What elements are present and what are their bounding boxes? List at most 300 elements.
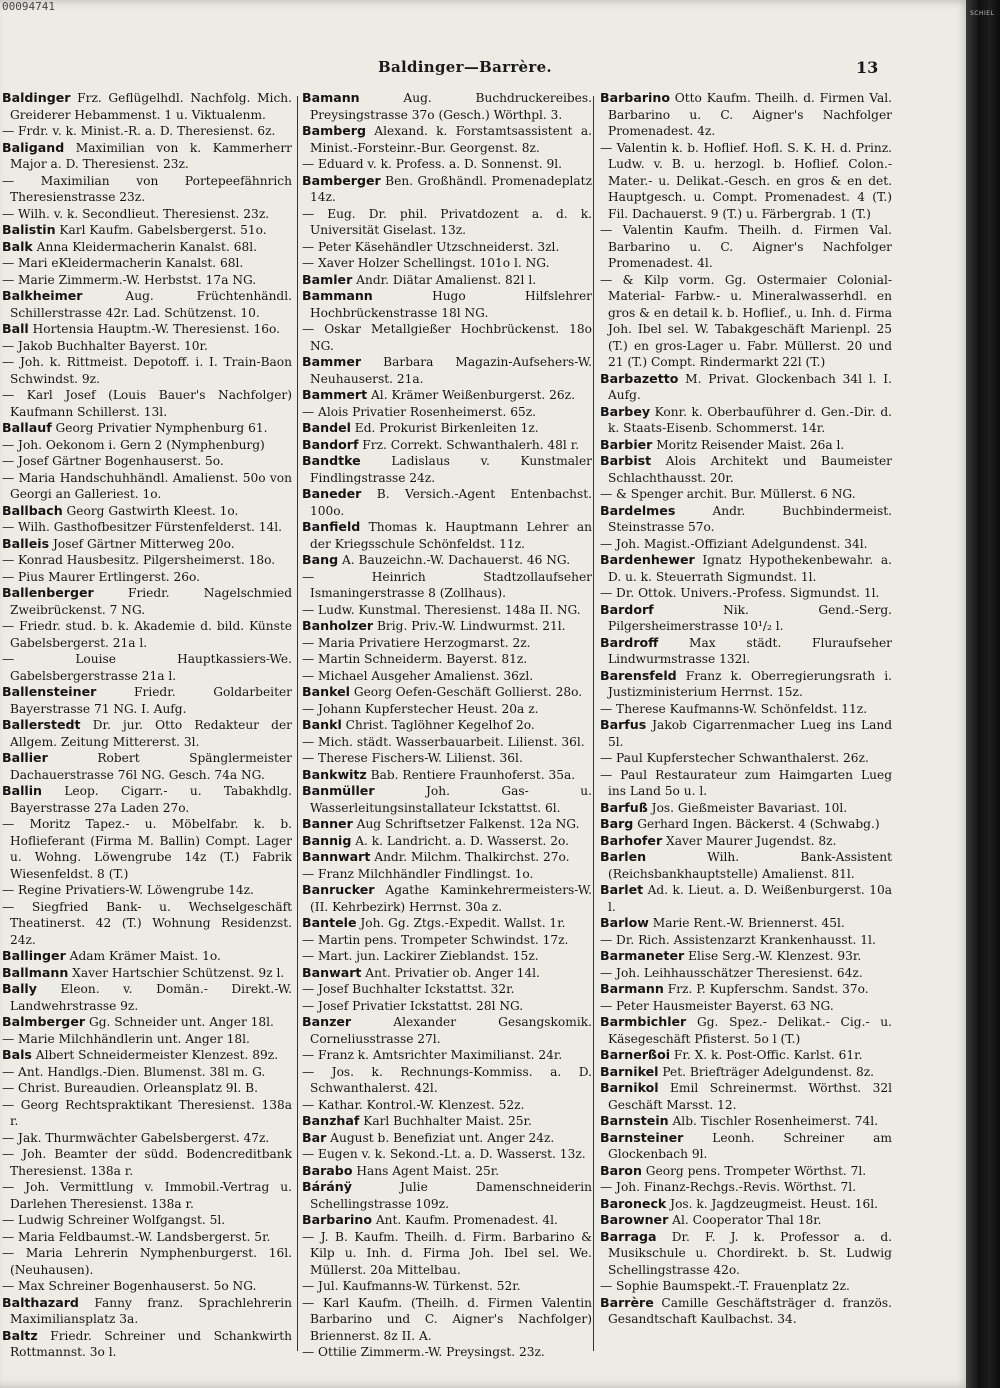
directory-entry [2,585,292,618]
entry-text: — Heinrich Stadtzollaufseher Ismaningerstrasse 8 (Zollhaus). [302,569,592,600]
entry-text: Ant. Kaufm. Promenadest. 4l. [371,1213,558,1227]
entry-text: — Johann Kupferstecher Heust. 20a z. [302,701,539,716]
directory-entry [302,816,592,833]
entry-surname: Barlen [600,849,647,864]
entry-text: — Maria Privatiere Herzogmarst. 2z. [302,635,531,650]
directory-entry [302,1278,592,1295]
entry-text: — Martin pens. Trompeter Schwindst. 17z. [302,932,569,947]
entry-surname: Ballensteiner [2,684,97,699]
directory-entry [302,750,592,767]
entry-text: — Regine Privatiers-W. Löwengrube 14z. [2,883,254,897]
entry-text: — Joh. Oekonom i. Gern 2 (Nymphenburg) [2,437,265,452]
directory-entry [302,519,592,552]
entry-text: Gerhard Ingen. Bäckerst. 4 (Schwabg.) [633,817,880,831]
entry-surname: Bang [302,552,339,567]
entry-text: Emil Schreinermst. Wörthst. 32l Geschäft Marsst. 12. [608,1081,892,1112]
entry-text: Otto Kaufm. Theilh. d. Firmen Val. Barbarino u. C. Aigner's Nachfolger Promenadest. 4z. [608,91,892,138]
directory-entry [302,668,592,685]
directory-entry [302,420,592,437]
entry-surname: Ballin [2,783,43,798]
directory-entry [2,173,292,206]
entry-surname: Barbey [600,403,651,419]
directory-entry [600,1080,892,1113]
directory-entry [302,437,592,454]
entry-text: — Michael Ausgeher Amalienst. 36zl. [302,668,534,683]
entry-text: Friedr. Nagelschmied Zweibrückenst. 7 NG. [10,586,292,617]
entry-text: — Pius Maurer Ertlingerst. 26o. [2,569,200,584]
entry-surname: Barmann [600,981,664,996]
directory-entry [302,569,592,602]
directory-entry [600,140,892,223]
entry-text: — Jakob Buchhalter Bayerst. 10r. [2,338,208,353]
entry-text: — Jos. k. Rechnungs-Kommiss. a. D. Schwanthalerst. 42l. [302,1064,592,1095]
entry-text: — Jul. Kaufmanns-W. Türkenst. 52r. [302,1279,521,1293]
directory-entry [600,222,892,272]
entry-surname: Ballbach [2,502,63,518]
entry-surname: Banrucker [302,882,375,897]
entry-text: Pet. Briefträger Adelgundenst. 8z. [658,1064,875,1079]
entry-surname: Barhofer [600,832,663,848]
directory-entry [2,618,292,651]
entry-text: Hugo Hilfslehrer Hochbrückenstrasse 18l NG. [310,289,592,320]
entry-surname: Barensfeld [600,667,677,683]
entry-surname: Banzhaf [302,1113,360,1128]
entry-surname: Barrère [600,1294,654,1310]
entry-text: — Jak. Thurmwächter Gabelsbergerst. 47z. [2,1130,270,1145]
directory-entry [600,1047,892,1064]
entry-text: — J. B. Kaufm. Theilh. d. Firm. Barbarino & Kilp u. Inh. d. Firma Joh. Ibel sel. We. Müllerst. 20a Mittelbau. [302,1229,592,1277]
directory-entry [302,866,592,883]
directory-entry [600,750,892,767]
directory-entry [2,239,292,256]
directory-entry [600,1196,892,1213]
entry-surname: Balkheimer [2,288,83,303]
directory-entry [600,635,892,668]
entry-surname: Banmüller [302,783,375,798]
entry-text: — Moritz Tapez.- u. Möbelfabr. k. b. Hoflieferant (Firma M. Ballin) Compt. Lager u. Wohng. Löwengrube 14z (T.) Fabrik Wiesenfeldst. 8 (T.) [2,817,292,881]
entry-surname: Barraga [600,1228,657,1244]
entry-text: — Valentin k. b. Hoflief. Hofl. S. K. H. d. Prinz. Ludw. v. B. u. herzogl. b. Hoflief. Colon.-Mater.- u. Delikat.-Gesch. en gros & en det. Hauptgesch. u. Compt. Promenadest. 4 (T.) Fil. Dachauerst. 9 (T.) u. Färbergrab. 1 (T.) [600,140,892,221]
entry-surname: Bammann [302,288,373,303]
entry-text: — Joh. Leihhausschätzer Theresienst. 64z. [600,965,863,980]
entry-surname: Banholzer [302,618,374,633]
entry-text: Karl Kaufm. Gabelsbergerst. 51o. [55,223,267,237]
entry-surname: Bardroff [600,634,659,650]
entry-surname: Bally [2,981,37,996]
entry-text: Dr. F. J. k. Professor a. d. Musikschule u. Chordirekt. b. St. Ludwig Schellingstrasse 42o. [608,1229,892,1277]
column-1 [2,90,292,1360]
entry-text: — Joh. Magist.-Offiziant Adelgundenst. 34l. [600,536,868,551]
entry-surname: Bandtke [302,453,361,468]
directory-entry [2,783,292,816]
entry-text: Brig. Priv.-W. Lindwurmst. 21l. [373,619,566,633]
directory-entry [302,981,592,998]
directory-entry [2,140,292,173]
directory-entry [302,882,592,915]
directory-entry [2,1212,292,1229]
entry-text: Xaver Maurer Jugendst. 8z. [662,833,837,848]
entry-text: Al. Krämer Weißenburgerst. 26z. [367,388,575,402]
entry-text: Friedr. Goldarbeiter Bayerstrasse 71 NG. I. Aufg. [10,685,292,716]
directory-entry [302,602,592,619]
entry-surname: Bamberg [302,123,367,138]
entry-surname: Ball [2,321,29,336]
directory-entry [2,206,292,223]
entry-text: — Joh. k. Rittmeist. Depotoff. i. I. Train-Baon Schwindst. 9z. [2,355,292,386]
entry-text: Thomas k. Hauptmann Lehrer an der Kriegsschule Schönfeldst. 11z. [310,520,592,551]
directory-entry [302,1113,592,1130]
entry-text: Andr. Diätar Amalienst. 82l l. [352,272,537,287]
directory-entry [302,701,592,718]
directory-entry [2,1047,292,1064]
entry-text: Christ. Taglöhner Kegelhof 2o. [341,718,535,732]
entry-text: Ignatz Hypothekenbewahr. a. D. u. k. Steuerrath Sigmundst. 1l. [608,553,892,584]
scan-id: 00094741 [2,0,55,13]
entry-text: — Paul Restaurateur zum Haimgarten Lueg ins Land 5o u. l. [600,767,892,798]
page-header [0,58,972,80]
directory-entry [2,536,292,553]
directory-entry [302,1179,592,1212]
entry-text: A. k. Landricht. a. D. Wasserst. 2o. [351,833,570,848]
directory-entry [302,206,592,239]
entry-surname: Baligand [2,139,65,155]
directory-entry [302,998,592,1015]
entry-surname: Ballenberger [2,585,94,600]
directory-entry [302,783,592,816]
directory-entry [302,1047,592,1064]
entry-surname: Baldinger [2,90,71,105]
entry-surname: Barmaneter [600,948,685,963]
entry-surname: Barnerßoi [600,1047,671,1062]
entry-text: — Siegfried Bank- u. Wechselgeschäft Theatinerst. 42 (T.) Wohnung Residenzst. 24z. [2,899,292,947]
entry-text: Aug Schriftsetzer Falkenst. 12a NG. [352,817,580,831]
entry-text: — Valentin Kaufm. Theilh. d. Firmen Val. Barbarino u. C. Aigner's Nachfolger Promenadest. 4l. [600,223,892,270]
entry-text: — & Kilp vorm. Gg. Ostermaier Colonial-Material- Farbw.- u. Mineralwasserhdl. en gros & en detail k. b. Hoflief., u. Inh. d. Firma Joh. Ibel sel. W. Tabakgeschäft Marienpl. 25 (T.) en gros-Lager u. Fabr. Müllerst. 20 und 21 (T.) Compt. Rindermarkt 22l (T.) [600,272,892,369]
directory-entry [302,173,592,206]
entry-text: Franz k. Oberregierungsrath i. Justizministerium Herrnst. 15z. [608,668,892,699]
directory-entry [302,651,592,668]
entry-surname: Bamann [302,90,360,105]
entry-text: Aug. Buchdruckereibes. Preysingstrasse 37o (Gesch.) Wörthpl. 3. [310,91,592,122]
directory-entry [302,288,592,321]
directory-entry [600,1130,892,1163]
entry-text: Alexander Gesangskomik. Corneliusstrasse 27l. [310,1015,592,1046]
entry-text: Georg Gastwirth Kleest. 1o. [62,503,239,518]
entry-surname: Barnikol [600,1080,659,1095]
directory-entry [302,618,592,635]
entry-surname: Bandel [302,420,351,435]
directory-entry [302,1344,592,1360]
entry-surname: Barnstein [600,1113,669,1128]
entry-text: Dr. jur. Otto Redakteur der Allgem. Zeitung Mittererst. 3l. [10,718,292,749]
entry-surname: Baneder [302,486,362,501]
directory-entry [302,767,592,784]
entry-text: — Maria Lehrerin Nymphenburgerst. 16l. (Neuhausen). [2,1246,292,1277]
page-number: 13 [856,58,879,77]
entry-text: August b. Benefiziat unt. Anger 24z. [326,1130,555,1145]
entry-text: — Paul Kupferstecher Schwanthalerst. 26z. [600,751,869,765]
directory-entry [2,503,292,520]
entry-text: Gg. Schneider unt. Anger 18l. [85,1015,274,1029]
directory-entry [302,123,592,156]
entry-text: Ben. Großhändl. Promenadeplatz 14z. [310,173,592,204]
entry-surname: Bar [302,1129,327,1145]
directory-entry [600,882,892,915]
directory-entry [2,387,292,420]
entry-surname: Barnikel [600,1063,659,1079]
edge-label: SCHIEL [970,10,995,17]
directory-entry [2,1295,292,1328]
directory-entry [600,1014,892,1047]
entry-surname: Bannig [302,832,352,848]
directory-entry [600,932,892,949]
entry-surname: Ballinger [2,948,66,963]
directory-entry [600,981,892,998]
entry-surname: Barbarino [600,90,670,105]
directory-entry [2,981,292,1014]
directory-entry [302,1146,592,1163]
entry-text: Ladislaus v. Kunstmaler Findlingstrasse 24z. [310,454,592,485]
directory-entry [2,90,292,123]
directory-entry [600,1278,892,1295]
entry-text: — Martin Schneiderm. Bayerst. 81z. [302,652,528,666]
entry-surname: Baltz [2,1327,38,1343]
directory-entry [600,1113,892,1130]
directory-entry [600,668,892,701]
entry-text: A. Bauzeichn.-W. Dachauerst. 46 NG. [338,553,571,567]
directory-entry [2,453,292,470]
directory-entry [2,255,292,272]
entry-surname: Bankwitz [302,766,367,782]
entry-text: — Franz Milchhändler Findlingst. 1o. [302,866,534,881]
directory-entry [302,1130,592,1147]
directory-entry [600,1179,892,1196]
entry-surname: Ballier [2,750,48,765]
entry-surname: Báránÿ [302,1179,352,1194]
directory-entry [600,849,892,882]
entry-text: Alexand. k. Forstamtsassistent a. Minist.-Forsteinr.-Bur. Georgenst. 8z. [310,124,592,155]
entry-text: — Dr. Rich. Assistenzarzt Krankenhausst. 1l. [600,932,876,947]
entry-text: Andr. Milchm. Thalkirchst. 27o. [370,850,570,864]
directory-entry [600,767,892,800]
entry-text: Georg Oefen-Geschäft Gollierst. 28o. [349,685,583,699]
directory-entry [2,684,292,717]
directory-entry [600,1229,892,1279]
directory-entry [2,552,292,569]
directory-entry [600,800,892,817]
entry-surname: Bals [2,1047,32,1062]
entry-surname: Barfuß [600,799,648,815]
entry-text: — Oskar Metallgießer Hochbrückenst. 18o NG. [302,322,592,353]
entry-text: Xaver Hartschier Schützenst. 9z l. [68,965,285,980]
entry-text: — Eug. Dr. phil. Privatdozent a. d. k. Universität Giselast. 13z. [302,206,592,237]
entry-text: Nik. Gend.-Serg. Pilgersheimerstrasse 10¹/₂ l. [608,602,892,633]
entry-surname: Barmbichler [600,1014,687,1029]
entry-text: Fanny franz. Sprachlehrerin Maximiliansplatz 3a. [10,1295,292,1326]
entry-text: Moritz Reisender Maist. 26a l. [652,437,845,452]
directory-entry [302,833,592,850]
directory-entry [2,1064,292,1081]
directory-entry [2,420,292,437]
entry-surname: Ballmann [2,964,69,980]
entry-text: Georg pens. Trompeter Wörthst. 7l. [641,1163,867,1178]
entry-text: — Friedr. stud. b. k. Akademie d. bild. Künste Gabelsbergerst. 21a l. [2,619,292,650]
entry-text: Alb. Tischler Rosenheimerst. 74l. [668,1114,879,1128]
entry-text: Georg Privatier Nymphenburg 61. [51,421,268,435]
directory-entry [600,717,892,750]
directory-entry [600,816,892,833]
entry-text: Josef Gärtner Mitterweg 20o. [49,536,235,551]
entry-text: — Joh. Vermittlung v. Immobil.-Vertrag u. Darlehen Theresienst. 138a r. [2,1180,292,1211]
entry-surname: Barfus [600,717,647,732]
entry-surname: Balistin [2,222,56,237]
entry-text: Frz. P. Kupferschm. Sandst. 37o. [663,982,869,996]
directory-entry [600,965,892,982]
directory-entry [2,338,292,355]
directory-entry [2,123,292,140]
entry-text: Eleon. v. Domän.- Direkt.-W. Landwehrstrasse 9z. [10,982,292,1013]
entry-text: Elise Serg.-W. Klenzest. 93r. [684,949,862,963]
directory-entry [2,717,292,750]
directory-entry [2,1130,292,1147]
directory-entry [2,750,292,783]
entry-text: Julie Damenschneiderin Schellingstrasse 109z. [310,1180,592,1211]
directory-entry [302,734,592,751]
entry-surname: Bamler [302,271,353,287]
entry-text: — Sophie Baumspekt.-T. Frauenplatz 2z. [600,1279,850,1293]
entry-surname: Bardorf [600,601,654,617]
directory-entry [302,1064,592,1097]
directory-entry [2,222,292,239]
entry-text: — Ludwig Schreiner Wolfgangst. 5l. [2,1213,226,1227]
entry-text: — Frdr. v. k. Minist.-R. a. D. Theresienst. 6z. [2,124,276,138]
entry-surname: Barbist [600,453,652,468]
directory-entry [2,1328,292,1361]
directory-entry [302,272,592,289]
entry-surname: Balk [2,238,33,254]
directory-entry [600,833,892,850]
entry-text: Wilh. Bank-Assistent (Reichsbankhauptstelle) Amalienst. 81l. [608,850,892,881]
entry-text: — Max Schreiner Bogenhauserst. 5o NG. [2,1279,257,1293]
directory-entry [2,1146,292,1179]
entry-text: Ad. k. Lieut. a. D. Weißenburgerst. 10a l. [608,883,892,914]
directory-entry [302,684,592,701]
entry-text: — Georg Rechtspraktikant Theresienst. 138a r. [2,1097,292,1128]
column-divider [297,96,298,1351]
entry-text: — Ant. Handlgs.-Dien. Blumenst. 38l m. G. [2,1064,266,1079]
entry-text: — & Spenger archit. Bur. Müllerst. 6 NG. [600,487,856,501]
entry-surname: Balleis [2,535,50,551]
directory-entry [302,932,592,949]
entry-text: — Mari eKleidermacherin Kanalst. 68l. [2,256,244,270]
entry-text: Hortensia Hauptm.-W. Theresienst. 16o. [28,322,280,336]
entry-text: Jakob Cigarrenmacher Lueg ins Land 5l. [608,718,892,749]
directory-entry [2,321,292,338]
directory-entry [302,90,592,123]
entry-text: Jos. Gießmeister Bavariast. 10l. [647,800,848,815]
entry-text: — Josef Privatier Ickstattst. 28l NG. [302,998,524,1013]
directory-entry [600,585,892,602]
directory-entry [302,1097,592,1114]
entry-text: Maximilian von k. Kammerherr Major a. D. Theresienst. 23z. [10,140,292,171]
entry-text: Jos. k. Jagdzeugmeist. Heust. 16l. [666,1196,879,1211]
entry-surname: Bantele [302,915,357,930]
entry-text: Barbara Magazin-Aufsehers-W. Neuhauserst. 21a. [310,355,592,386]
entry-text: — Xaver Holzer Schellingst. 101o l. NG. [302,256,550,270]
directory-entry [600,701,892,718]
entry-text: Aug. Früchtenhändl. Schillerstrasse 42r. Lad. Schützenst. 10. [10,289,292,320]
directory-entry [600,272,892,371]
entry-surname: Bammert [302,387,368,402]
page-title: Baldinger—Barrère. [378,58,552,76]
directory-entry [302,321,592,354]
directory-entry [2,519,292,536]
directory-entry [302,387,592,404]
entry-surname: Bamberger [302,172,381,188]
entry-surname: Barlow [600,915,649,930]
entry-text: Max städt. Fluraufseher Lindwurmstrasse 132l. [608,635,892,666]
entry-text: — Louise Hauptkassiers-We. Gabelsbergerstrasse 21a l. [2,652,292,683]
entry-text: — Karl Kaufm. (Theilh. d. Firmen Valentin Barbarino und C. Aigner's Nachfolger) Briennerst. 8z II. A. [302,1295,592,1343]
entry-text: — Josef Gärtner Bogenhauserst. 5o. [2,454,224,468]
entry-text: — Maria Handschuhhändl. Amalienst. 50o von Georgi an Galleriest. 1o. [2,470,292,501]
entry-text: Leop. Cigarr.- u. Tabakhdlg. Bayerstrasse 27a Laden 27o. [10,784,292,815]
entry-surname: Balmberger [2,1014,86,1029]
entry-surname: Barnsteiner [600,1129,684,1145]
entry-text: — Wilh. v. k. Secondlieut. Theresienst. 23z. [2,206,270,221]
entry-text: Agathe Kaminkehrermeisters-W. (II. Kehrbezirk) Herrnst. 30a z. [310,883,592,914]
entry-surname: Bannwart [302,849,371,864]
entry-surname: Banwart [302,964,362,980]
entry-text: M. Privat. Glockenbach 34l l. I. Aufg. [608,371,892,402]
directory-entry [600,1163,892,1180]
directory-entry [600,503,892,536]
directory-entry [2,1229,292,1246]
entry-text: Frz. Geflügelhdl. Nachfolg. Mich. Greiderer Hebammenst. 1 u. Viktualenm. [10,91,292,122]
column-2 [302,90,592,1360]
entry-text: Camille Geschäftsträger d. französ. Gesandtschaft Kaulbachst. 34. [608,1295,892,1326]
entry-text: Konr. k. Oberbauführer d. Gen.-Dir. d. k. Staats-Eisenb. Schommerst. 14r. [608,404,892,435]
directory-entry [302,404,592,421]
entry-surname: Bankel [302,684,350,699]
entry-text: — Karl Josef (Louis Bauer's Nachfolger) Kaufmann Schillerst. 13l. [2,388,292,419]
entry-text: — Christ. Bureaudien. Orleansplatz 9l. B. [2,1081,259,1095]
entry-text: Anna Kleidermacherin Kanalst. 68l. [32,239,257,254]
directory-entry [302,255,592,272]
directory-entry [302,1212,592,1229]
directory-entry [2,965,292,982]
entry-surname: Bankl [302,717,342,732]
directory-entry [2,437,292,454]
directory-entry [302,1229,592,1279]
entry-text: Karl Buchhalter Maist. 25r. [359,1114,532,1128]
entry-text: Ant. Privatier ob. Anger 14l. [361,965,540,980]
directory-entry [600,915,892,932]
directory-entry [302,717,592,734]
directory-entry [2,569,292,586]
entry-surname: Barlet [600,882,644,897]
entry-text: Joh. Gg. Ztgs.-Expedit. Wallst. 1r. [356,916,566,930]
directory-entry [600,404,892,437]
directory-entry [2,288,292,321]
entry-surname: Barabo [302,1162,353,1178]
entry-surname: Banzer [302,1014,352,1029]
directory-entry [302,965,592,982]
entry-text: Joh. Gas- u. Wasserleitungsinstallateur Ickstattst. 6l. [310,784,592,815]
directory-entry [600,536,892,553]
entry-text: — Wilh. Gasthofbesitzer Fürstenfelderst. 14l. [2,520,283,534]
directory-entry [302,354,592,387]
